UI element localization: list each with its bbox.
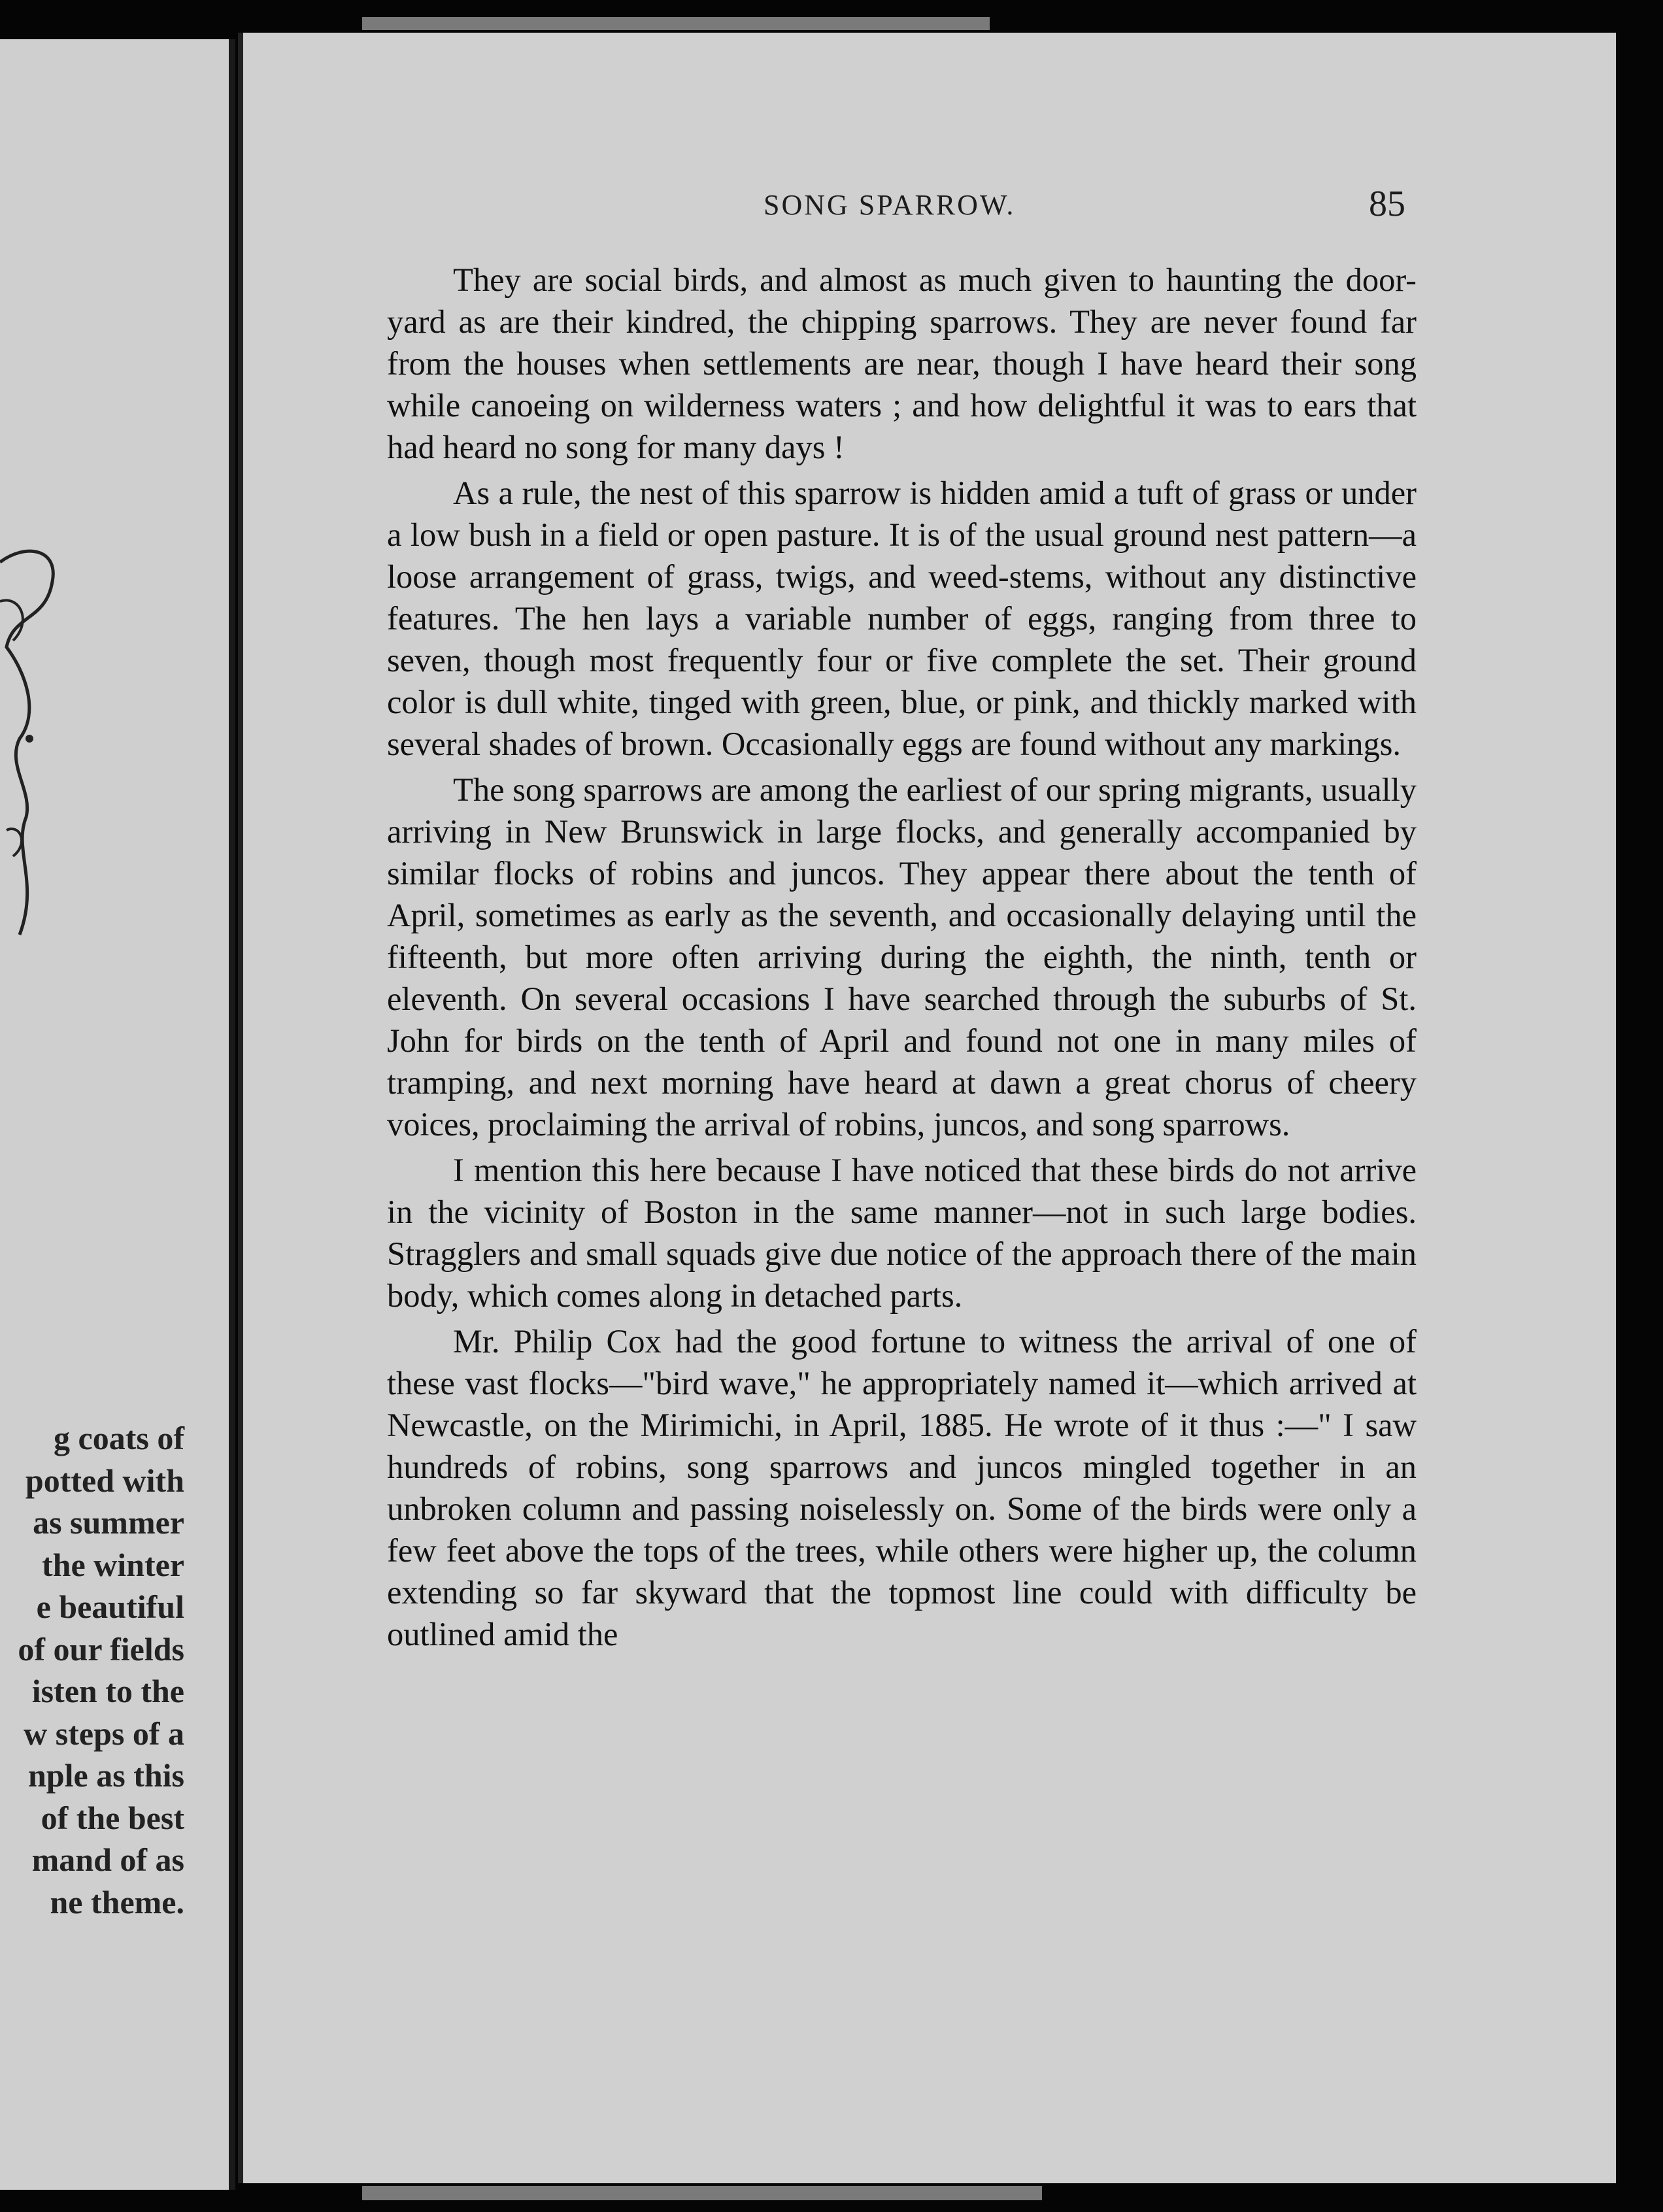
left-line: the winter — [42, 1546, 184, 1583]
page-number: 85 — [1369, 184, 1405, 224]
paragraph: I mention this here because I have noticed that these birds do not arrive in the vicinity of Boston in the same manner—not in such large bodies. Stragglers and small squads give due notice of the approach there of the main body, which comes along in detached parts. — [387, 1152, 1417, 1314]
left-line: of the best — [41, 1799, 184, 1836]
left-line: of our fields — [18, 1630, 184, 1667]
bottom-edge-strip — [362, 2186, 1042, 2200]
left-line: g coats of — [54, 1420, 184, 1456]
left-line: as summer — [33, 1504, 184, 1541]
left-page-text-fragment — [0, 1417, 184, 1923]
paragraph: Mr. Philip Cox had the good fortune to witness the arrival of one of these vast flocks—"bird wave," he appropriately named it—which arrived at Newcastle, on the Mirimichi, in April, 1885. He wrote of it thus :—" I saw hundreds of robins, song sparrows and juncos mingled together in an unbroken column and passing noiselessly on. Some of the birds were only a few feet above the tops of the trees, while others were higher up, the column extending so far skyward that the topmost line could with difficulty be outlined amid the — [387, 1323, 1417, 1652]
paragraph: They are social birds, and almost as much given to haunting the door-yard as are their kindred, the chipping sparrows. They are never found far from the houses when settlements are near, though I have heard their song while canoeing on wilderness waters ; and how delightful it was to ears that had heard no song for many days ! — [387, 261, 1417, 465]
left-line: isten to the — [31, 1673, 184, 1709]
top-edge-strip — [362, 17, 990, 30]
paragraph: The song sparrows are among the earliest of our spring migrants, usually arriving in New Brunswick in large flocks, and generally accompanied by similar flocks of robins and juncos. They appear there about the tenth of April, sometimes as early as the seventh, and occasionally delaying until the fifteenth, but more often arriving during the eighth, the ninth, tenth or eleventh. On several occasions I have searched through the suburbs of St. John for birds on the tenth of April and found not one in many miles of tramping, and next morning have heard at dawn a great chorus of cheery voices, proclaiming the arrival of robins, juncos, and song sparrows. — [387, 771, 1417, 1143]
left-line: w steps of a — [24, 1715, 184, 1752]
facing-page-left — [0, 39, 235, 2190]
left-line: nple as this — [28, 1757, 184, 1794]
running-head: SONG SPARROW. — [764, 189, 1016, 221]
left-line: e beautiful — [36, 1588, 184, 1625]
illustration-fragment — [0, 543, 65, 948]
left-line: mand of as — [31, 1841, 184, 1878]
paragraph: As a rule, the nest of this sparrow is hidden amid a tuft of grass or under a low bush in a field or open pasture. It is of the usual ground nest pattern—a loose arrangement of grass, twigs, and weed-stems, without any distinctive features. The hen lays a variable number of eggs, ranging from three to seven, though most frequently four or five complete the set. Their ground color is dull white, tinged with green, blue, or pink, and thickly marked with several shades of brown. Occasionally eggs are found without any markings. — [387, 475, 1417, 762]
left-line: potted with — [25, 1462, 184, 1499]
body-text — [387, 259, 1417, 1659]
left-line: ne theme. — [50, 1883, 184, 1920]
